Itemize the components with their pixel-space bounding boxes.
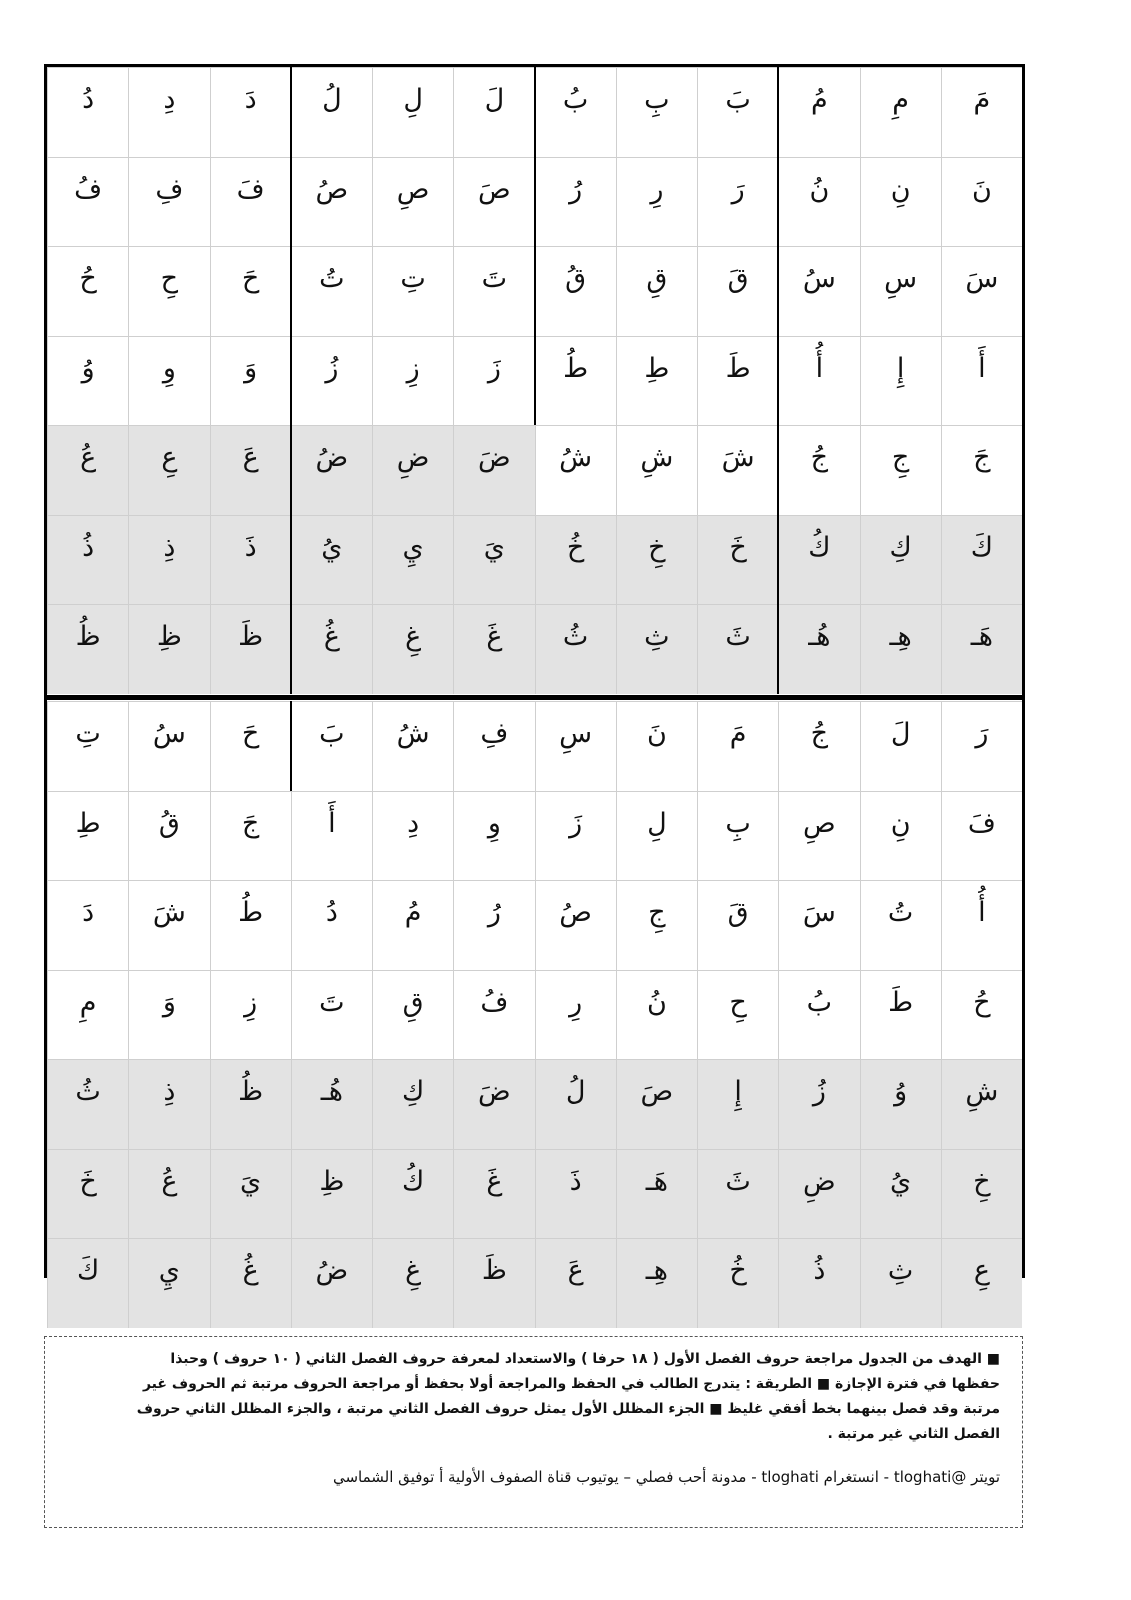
lower-letter-cell: بَ <box>291 701 372 791</box>
lower-letter-cell: بُ <box>778 970 859 1060</box>
lower-letter-cell: إِ <box>697 1059 778 1149</box>
upper-letter-cell: دَ <box>210 67 291 157</box>
upper-letter-cell: بُ <box>535 67 616 157</box>
upper-letter-cell: رِ <box>616 157 697 247</box>
lower-letter-cell: ذُ <box>778 1238 859 1328</box>
upper-letter-cell: ضِ <box>372 425 453 515</box>
lower-letter-cell: رَ <box>941 701 1022 791</box>
upper-letter-cell: وَ <box>210 336 291 426</box>
upper-letter-cell: فِ <box>128 157 209 247</box>
lower-letter-cell: زُ <box>778 1059 859 1149</box>
upper-letter-cell: كُ <box>778 515 859 605</box>
lower-letter-cell: هُـ <box>291 1059 372 1149</box>
group-divider-vertical <box>290 67 292 694</box>
upper-letter-cell: ضَ <box>453 425 534 515</box>
lower-letter-cell: غِ <box>372 1238 453 1328</box>
section-divider <box>47 697 1022 700</box>
upper-letter-cell: نِ <box>860 157 941 247</box>
lower-letter-cell: صُ <box>535 880 616 970</box>
lower-letter-cell: عِ <box>941 1238 1022 1328</box>
upper-letter-cell: ثَ <box>697 604 778 694</box>
lower-letter-cell: جِ <box>616 880 697 970</box>
upper-letter-cell: طِ <box>616 336 697 426</box>
lower-letter-cell: دِ <box>372 791 453 881</box>
lower-letter-cell: فُ <box>453 970 534 1060</box>
lower-letter-cell: حُ <box>941 970 1022 1060</box>
lower-letter-cell: قُ <box>128 791 209 881</box>
lower-letter-cell: مُ <box>372 880 453 970</box>
lower-letter-cell: صَ <box>616 1059 697 1149</box>
upper-letter-cell: صَ <box>453 157 534 247</box>
upper-letter-cell: ظَ <box>210 604 291 694</box>
lower-letter-cell: سِ <box>535 701 616 791</box>
upper-letter-cell: سِ <box>860 246 941 336</box>
note-line-1: ■ الهدف من الجدول مراجعة حروف الفصل الأول ( ١٨ حرفا ) والاستعداد لمعرفة حروف الفصل الثاني ( ١٠ حروف ) وحبذا <box>170 1351 1000 1367</box>
lower-letter-cell: حَ <box>210 701 291 791</box>
upper-letter-cell: حُ <box>47 246 128 336</box>
lower-letter-cell: وِ <box>453 791 534 881</box>
upper-letter-cell: شَ <box>697 425 778 515</box>
group-divider-vertical <box>777 67 779 694</box>
lower-letter-cell: قِ <box>372 970 453 1060</box>
upper-letter-cell: هَـ <box>941 604 1022 694</box>
lower-letter-cell: ضَ <box>453 1059 534 1149</box>
lower-letter-cell: يَ <box>210 1149 291 1239</box>
lower-letter-cell: مِ <box>47 970 128 1060</box>
upper-letter-cell: غِ <box>372 604 453 694</box>
lower-letter-cell: طَ <box>860 970 941 1060</box>
upper-letter-cell: خُ <box>535 515 616 605</box>
upper-letter-cell: كَ <box>941 515 1022 605</box>
note-line-4: الفصل الثاني غير مرتبة . <box>827 1426 1000 1442</box>
upper-letter-cell: عُ <box>47 425 128 515</box>
upper-letter-cell: نَ <box>941 157 1022 247</box>
lower-letter-cell: لُ <box>535 1059 616 1149</box>
lower-letter-cell: وَ <box>128 970 209 1060</box>
upper-letter-cell: خِ <box>616 515 697 605</box>
lower-letter-cell: يُ <box>860 1149 941 1239</box>
lower-letter-cell: ثُ <box>47 1059 128 1149</box>
upper-letter-cell: مُ <box>778 67 859 157</box>
upper-letter-cell: شُ <box>535 425 616 515</box>
lower-letter-cell: خِ <box>941 1149 1022 1239</box>
upper-letter-cell: ظِ <box>128 604 209 694</box>
upper-letter-cell: عَ <box>210 425 291 515</box>
upper-letter-cell: عِ <box>128 425 209 515</box>
upper-letter-cell: رَ <box>697 157 778 247</box>
upper-letter-cell: صِ <box>372 157 453 247</box>
upper-letter-cell: غَ <box>453 604 534 694</box>
upper-letter-cell: يَ <box>453 515 534 605</box>
upper-letter-cell: بِ <box>616 67 697 157</box>
lower-letter-cell: ضُ <box>291 1238 372 1328</box>
upper-letter-cell: ثِ <box>616 604 697 694</box>
upper-letter-cell: شِ <box>616 425 697 515</box>
upper-letter-cell: ظُ <box>47 604 128 694</box>
upper-letter-cell: تِ <box>372 246 453 336</box>
lower-letter-cell: بِ <box>697 791 778 881</box>
lower-letter-cell: ثَ <box>697 1149 778 1239</box>
lower-letter-cell: طِ <box>47 791 128 881</box>
lower-letter-cell: فِ <box>453 701 534 791</box>
upper-letter-cell: طَ <box>697 336 778 426</box>
upper-letter-cell: جُ <box>778 425 859 515</box>
lower-letter-cell: ظُ <box>210 1059 291 1149</box>
lower-letter-cell: يِ <box>128 1238 209 1328</box>
lower-letter-cell: نُ <box>616 970 697 1060</box>
upper-letter-cell: يُ <box>291 515 372 605</box>
upper-letter-cell: جِ <box>860 425 941 515</box>
lower-letter-cell: نَ <box>616 701 697 791</box>
upper-letter-cell: حَ <box>210 246 291 336</box>
upper-letter-cell: حِ <box>128 246 209 336</box>
upper-letter-cell: طُ <box>535 336 616 426</box>
upper-letter-cell: ثُ <box>535 604 616 694</box>
lower-letter-cell: نِ <box>860 791 941 881</box>
upper-letter-cell: لُ <box>291 67 372 157</box>
upper-letter-cell: زَ <box>453 336 534 426</box>
lower-letter-cell: حِ <box>697 970 778 1060</box>
lower-letter-cell: ظَ <box>453 1238 534 1328</box>
lower-letter-cell: ظِ <box>291 1149 372 1239</box>
lower-letter-cell: سُ <box>128 701 209 791</box>
lower-letter-cell: شَ <box>128 880 209 970</box>
lower-letter-cell: دُ <box>291 880 372 970</box>
group-divider-vertical <box>534 67 536 425</box>
upper-letter-cell: كِ <box>860 515 941 605</box>
note-line-2: حفظها في فترة الإجازة ■ الطريقة : يتدرج الطالب في الحفظ والمراجعة أولا بحفظ أو مراجعة الحروف مرتبة ثم الحروف غير <box>142 1376 1000 1392</box>
lower-letter-cell: هِـ <box>616 1238 697 1328</box>
lower-letter-cell: غُ <box>210 1238 291 1328</box>
lower-letter-cell: خُ <box>697 1238 778 1328</box>
upper-letter-cell: تَ <box>453 246 534 336</box>
lower-letter-cell: كِ <box>372 1059 453 1149</box>
upper-letter-cell: دِ <box>128 67 209 157</box>
note-line-3: مرتبة وقد فصل بينهما بخط أفقي غليظ ■ الجزء المظلل الأول يمثل حروف الفصل الثاني مرتبة ، والجزء المظلل الثاني حروف <box>136 1401 1000 1417</box>
lower-letter-cell: مَ <box>697 701 778 791</box>
upper-letter-cell: ضُ <box>291 425 372 515</box>
lower-letter-cell: هَـ <box>616 1149 697 1239</box>
lower-letter-cell: سَ <box>778 880 859 970</box>
lower-letter-cell: غَ <box>453 1149 534 1239</box>
upper-letter-cell: رُ <box>535 157 616 247</box>
lower-letter-cell: رِ <box>535 970 616 1060</box>
upper-letter-cell: ذَ <box>210 515 291 605</box>
upper-letter-cell: هُـ <box>778 604 859 694</box>
upper-letter-cell: دُ <box>47 67 128 157</box>
upper-letter-cell: قِ <box>616 246 697 336</box>
upper-letter-cell: وُ <box>47 336 128 426</box>
lower-letter-cell: قَ <box>697 880 778 970</box>
upper-letter-cell: جَ <box>941 425 1022 515</box>
lower-letter-cell: شُ <box>372 701 453 791</box>
lower-letter-cell: أَ <box>291 791 372 881</box>
lower-letter-cell: تِ <box>47 701 128 791</box>
upper-letter-cell: مَ <box>941 67 1022 157</box>
upper-letter-cell: قُ <box>535 246 616 336</box>
lower-letter-cell: ذَ <box>535 1149 616 1239</box>
upper-letter-cell: وِ <box>128 336 209 426</box>
lower-letter-cell: شِ <box>941 1059 1022 1149</box>
upper-letter-cell: صُ <box>291 157 372 247</box>
lower-letter-cell: جُ <box>778 701 859 791</box>
lower-letter-cell: لِ <box>616 791 697 881</box>
upper-letter-cell: لِ <box>372 67 453 157</box>
upper-letter-cell: أَ <box>941 336 1022 426</box>
lower-letter-cell: عَ <box>535 1238 616 1328</box>
lower-letter-cell: لَ <box>860 701 941 791</box>
upper-letter-cell: إِ <box>860 336 941 426</box>
letters-grid <box>47 67 1022 1286</box>
lower-letter-cell: زَ <box>535 791 616 881</box>
lower-letter-cell: عُ <box>128 1149 209 1239</box>
lower-letter-cell: ثِ <box>860 1238 941 1328</box>
upper-letter-cell: فُ <box>47 157 128 247</box>
upper-letter-cell: لَ <box>453 67 534 157</box>
upper-letter-cell: بَ <box>697 67 778 157</box>
upper-letter-cell: غُ <box>291 604 372 694</box>
group-divider-vertical <box>290 701 292 791</box>
upper-letter-cell: قَ <box>697 246 778 336</box>
upper-letter-cell: مِ <box>860 67 941 157</box>
lower-letter-cell: وُ <box>860 1059 941 1149</box>
lower-letter-cell: كُ <box>372 1149 453 1239</box>
lower-letter-cell: كَ <box>47 1238 128 1328</box>
lower-letter-cell: صِ <box>778 791 859 881</box>
upper-letter-cell: سُ <box>778 246 859 336</box>
lower-letter-cell: زِ <box>210 970 291 1060</box>
lower-letter-cell: جَ <box>210 791 291 881</box>
upper-letter-cell: ذِ <box>128 515 209 605</box>
notes-box <box>44 1336 1023 1528</box>
lower-letter-cell: أُ <box>941 880 1022 970</box>
upper-letter-cell: سَ <box>941 246 1022 336</box>
upper-letter-cell: أُ <box>778 336 859 426</box>
upper-letter-cell: خَ <box>697 515 778 605</box>
upper-letter-cell: تُ <box>291 246 372 336</box>
lower-letter-cell: تُ <box>860 880 941 970</box>
lower-letter-cell: طُ <box>210 880 291 970</box>
lower-letter-cell: خَ <box>47 1149 128 1239</box>
upper-letter-cell: ذُ <box>47 515 128 605</box>
upper-letter-cell: يِ <box>372 515 453 605</box>
upper-letter-cell: هِـ <box>860 604 941 694</box>
upper-letter-cell: زُ <box>291 336 372 426</box>
credits-footer: تويتر @tloghati - انستغرام tloghati - مدونة أحب فصلي – يوتيوب قناة الصفوف الأولية أ توفيق الشماسي <box>332 1468 1000 1486</box>
upper-letter-cell: فَ <box>210 157 291 247</box>
lower-letter-cell: ضِ <box>778 1149 859 1239</box>
lower-letter-cell: فَ <box>941 791 1022 881</box>
lower-letter-cell: تَ <box>291 970 372 1060</box>
lower-letter-cell: رُ <box>453 880 534 970</box>
lower-letter-cell: دَ <box>47 880 128 970</box>
letters-table <box>44 64 1025 1286</box>
upper-letter-cell: زِ <box>372 336 453 426</box>
lower-letter-cell: ذِ <box>128 1059 209 1149</box>
upper-letter-cell: نُ <box>778 157 859 247</box>
